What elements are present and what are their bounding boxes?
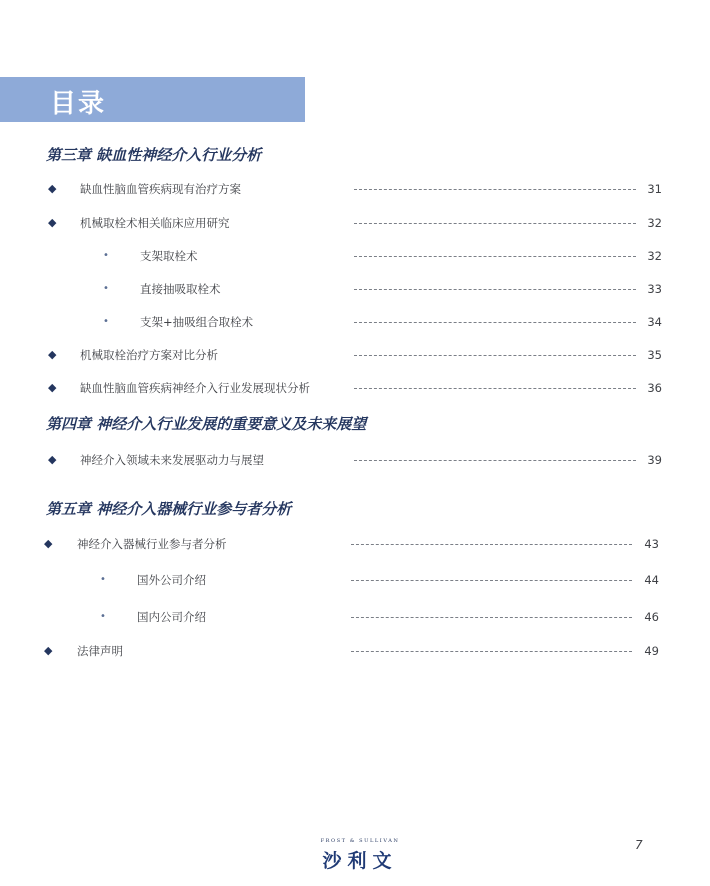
toc-sub-entry[interactable]	[0, 280, 710, 298]
chapter-3-heading[interactable]: 第三章 缺血性神经介入行业分析	[46, 146, 262, 164]
dotted-leader	[351, 651, 632, 652]
toc-page-number: 36	[647, 381, 662, 395]
toc-entry[interactable]	[0, 642, 710, 660]
toc-sub-entry[interactable]	[0, 608, 710, 626]
toc-entry-label: 直接抽吸取栓术	[140, 282, 221, 296]
dotted-leader	[354, 322, 636, 323]
dotted-leader	[354, 388, 636, 389]
diamond-bullet-icon: ◆	[48, 453, 57, 466]
toc-page-number: 31	[647, 182, 662, 196]
chapter-4-heading[interactable]: 第四章 神经介入行业发展的重要意义及未来展望	[46, 415, 367, 433]
dotted-leader	[351, 544, 632, 545]
dot-bullet-icon: •	[103, 316, 109, 327]
logo-chinese-text: 沙利文	[322, 850, 398, 872]
toc-page-number: 39	[647, 453, 662, 467]
diamond-bullet-icon: ◆	[48, 216, 57, 229]
toc-sub-entry[interactable]	[0, 571, 710, 589]
toc-entry[interactable]	[0, 451, 710, 469]
dotted-leader	[354, 189, 636, 190]
dotted-leader	[354, 460, 636, 461]
diamond-bullet-icon: ◆	[44, 644, 53, 657]
toc-entry[interactable]	[0, 535, 710, 553]
toc-entry-label: 神经介入器械行业参与者分析	[77, 537, 227, 551]
toc-entry-label: 机械取栓术相关临床应用研究	[80, 216, 230, 230]
dotted-leader	[354, 355, 636, 356]
toc-sub-entry[interactable]	[0, 313, 710, 331]
toc-entry-label: 支架取栓术	[140, 249, 198, 263]
toc-page-number: 32	[647, 216, 662, 230]
toc-entry-label: 支架+抽吸组合取栓术	[140, 315, 254, 329]
dot-bullet-icon: •	[103, 250, 109, 261]
frost-sullivan-logo	[310, 838, 410, 873]
toc-entry-label: 机械取栓治疗方案对比分析	[80, 348, 218, 362]
dotted-leader	[354, 289, 636, 290]
toc-entry-label: 缺血性脑血管疾病神经介入行业发展现状分析	[80, 381, 310, 395]
toc-page-number: 35	[647, 348, 662, 362]
toc-title-bar	[0, 77, 305, 122]
diamond-bullet-icon: ◆	[44, 537, 53, 550]
toc-entry-label: 法律声明	[77, 644, 123, 658]
page-number: 7	[635, 838, 643, 852]
chapter-5-heading[interactable]: 第五章 神经介入器械行业参与者分析	[46, 500, 292, 518]
toc-page-number: 49	[644, 644, 659, 658]
toc-sub-entry[interactable]	[0, 247, 710, 265]
page-title: 目录	[50, 89, 107, 119]
dot-bullet-icon: •	[100, 611, 106, 622]
toc-entry[interactable]	[0, 214, 710, 232]
toc-entry-label: 神经介入领域未来发展驱动力与展望	[80, 453, 264, 467]
toc-entry-label: 缺血性脑血管疾病现有治疗方案	[80, 182, 241, 196]
dot-bullet-icon: •	[103, 283, 109, 294]
toc-page-number: 46	[644, 610, 659, 624]
dot-bullet-icon: •	[100, 574, 106, 585]
diamond-bullet-icon: ◆	[48, 348, 57, 361]
toc-page-number: 33	[647, 282, 662, 296]
logo-english-text: FROST & SULLIVAN	[320, 838, 400, 844]
toc-entry[interactable]	[0, 379, 710, 397]
toc-entry-label: 国外公司介绍	[137, 573, 206, 587]
toc-page-number: 43	[644, 537, 659, 551]
dotted-leader	[354, 223, 636, 224]
dotted-leader	[354, 256, 636, 257]
toc-page-number: 34	[647, 315, 662, 329]
dotted-leader	[351, 617, 632, 618]
diamond-bullet-icon: ◆	[48, 182, 57, 195]
toc-entry-label: 国内公司介绍	[137, 610, 206, 624]
toc-entry[interactable]	[0, 346, 710, 364]
diamond-bullet-icon: ◆	[48, 381, 57, 394]
dotted-leader	[351, 580, 632, 581]
toc-page-number: 32	[647, 249, 662, 263]
toc-entry[interactable]	[0, 180, 710, 198]
toc-page-number: 44	[644, 573, 659, 587]
